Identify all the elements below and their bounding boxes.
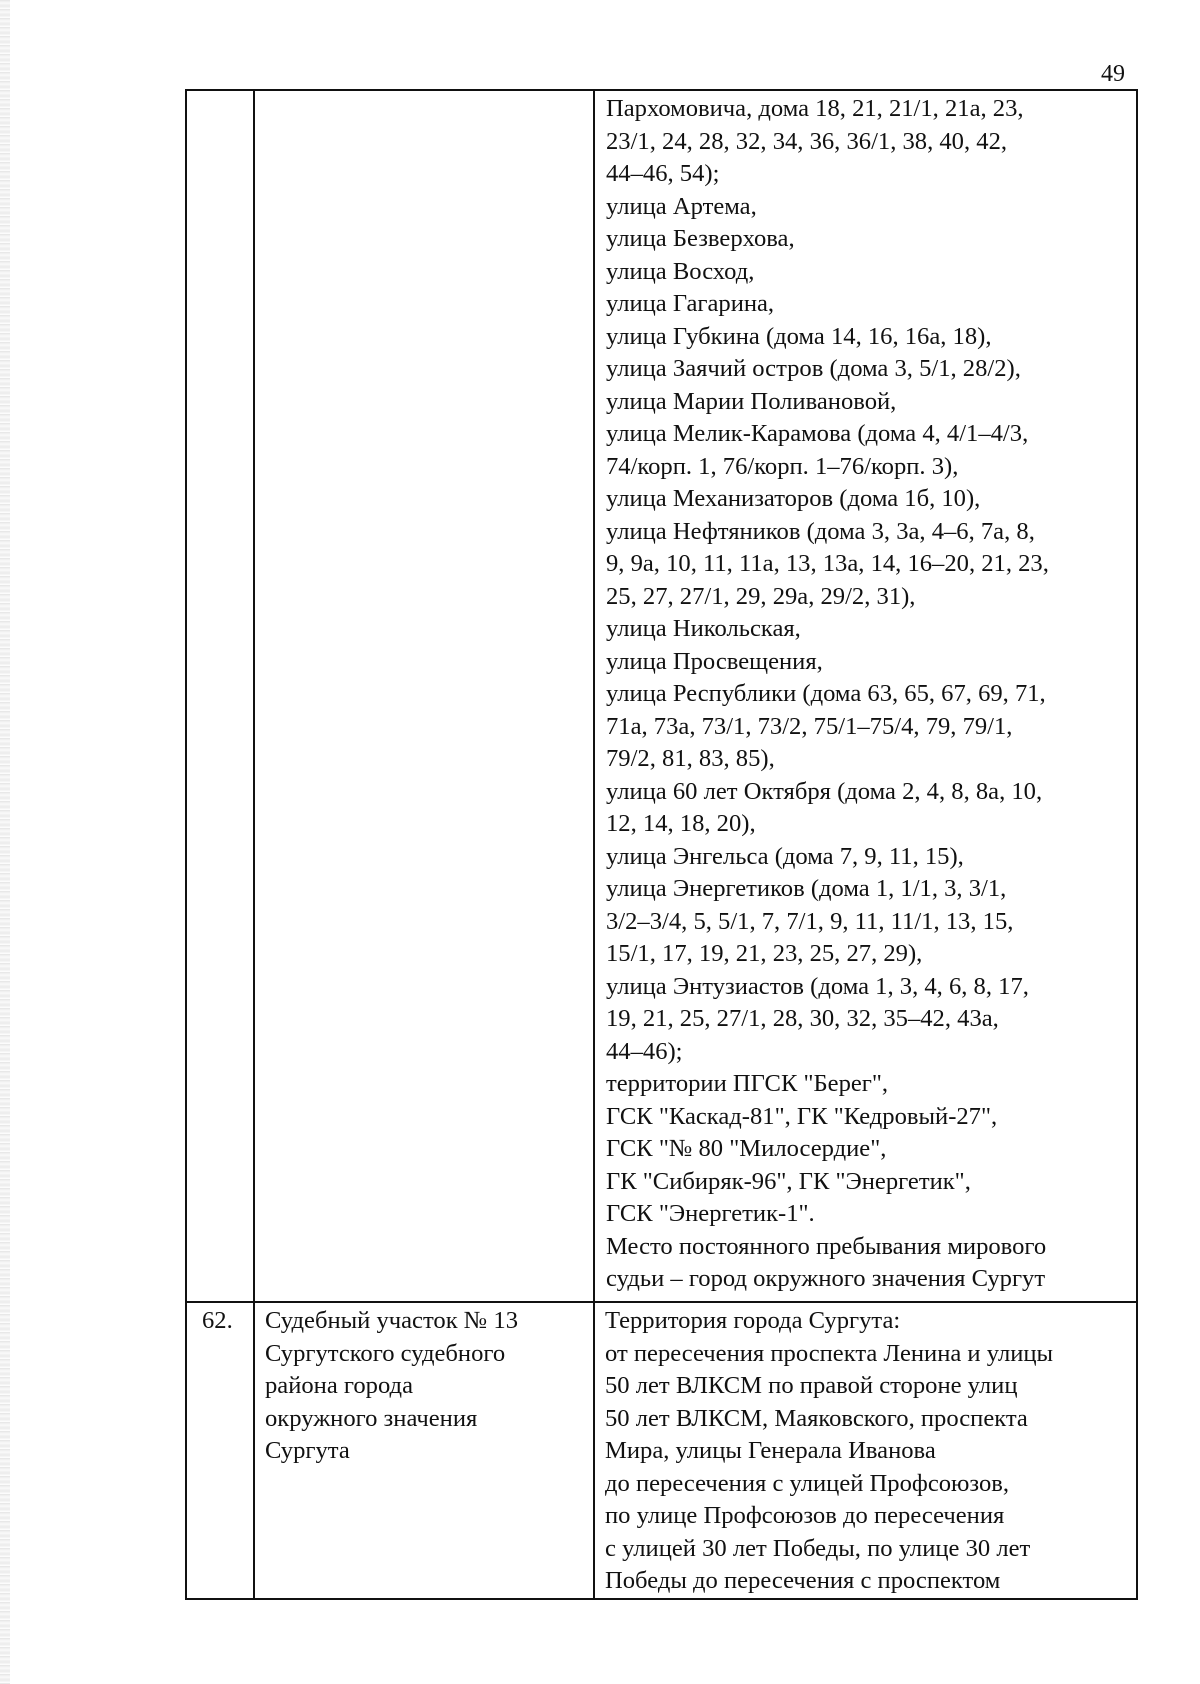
- scan-edge: [0, 0, 10, 1684]
- territory-cell: [594, 90, 1137, 1302]
- table-row-62: [186, 1302, 1137, 1599]
- row-number: [187, 91, 253, 93]
- table-row-continuation: [186, 90, 1137, 1302]
- row-number-cell: [186, 1302, 254, 1599]
- district-name: Судебный участок № 13 Сургутского судебного района города окружного значения Сургута: [265, 1307, 518, 1464]
- row-number: 62.: [202, 1307, 233, 1334]
- district-name-cell: [254, 90, 594, 1302]
- district-name: [255, 91, 593, 93]
- row-number-cell: [186, 90, 254, 1302]
- district-name-cell: [254, 1302, 594, 1599]
- page-number: 49: [1101, 61, 1125, 87]
- district-table: [185, 89, 1138, 1600]
- territory-description: Пархомовича, дома 18, 21, 21/1, 21а, 23, 23/1, 24, 28, 32, 34, 36, 36/1, 38, 40, 42, 44–46, 54); улица Артема, улица Безверхова, улица Восход, улица Гагарина, улица Губкина (дома 14, 16, 16а, 18), улица Заячий остров (дома 3, 5/1, 28/2), улица Марии Поливановой, улица Мелик-Карамова (дома 4, 4/1–4/3, 74/корп. 1, 76/корп. 1–76/корп. 3), улица Механизаторов (дома 1б, 10), улица Нефтяников (дома 3, 3а, 4–6, 7а, 8, 9, 9а, 10, 11, 11а, 13, 13а, 14, 16–20, 21, 23, 25, 27, 27/1, 29, 29а, 29/2, 31), улица Никольская, улица Просвещения, улица Республики (дома 63, 65, 67, 69, 71, 71а, 73а, 73/1, 73/2, 75/1–75/4, 79, 79/1, 79/2, 81, 83, 85), улица 60 лет Октября (дома 2, 4, 8, 8а, 10, 12, 14, 18, 20), улица Энгельса (дома 7, 9, 11, 15), улица Энергетиков (дома 1, 1/1, 3, 3/1, 3/2–3/4, 5, 5/1, 7, 7/1, 9, 11, 11/1, 13, 15, 15/1, 17, 19, 21, 23, 25, 27, 29), улица Энтузиастов (дома 1, 3, 4, 6, 8, 17, 19, 21, 25, 27/1, 28, 30, 32, 35–42, 43а, 44–46); территории ПГСК "Берег", ГСК "Каскад-81", ГК "Кедровый-27", ГСК "№ 80 "Милосердие", ГК "Сибиряк-96", ГК "Энергетик", ГСК "Энергетик-1". Место постоянного пребывания мирового судьи – город окружного значения Сургут: [606, 95, 1049, 1292]
- territory-cell: [594, 1302, 1137, 1599]
- territory-description: Территория города Сургута: от пересечения проспекта Ленина и улицы 50 лет ВЛКСМ по правой стороне улиц 50 лет ВЛКСМ, Маяковского, проспекта Мира, улицы Генерала Иванова до пересечения с улицей Профсоюзов, по улице Профсоюзов до пересечения с улицей 30 лет Победы, по улице 30 лет Победы до пересечения с проспектом: [605, 1307, 1054, 1594]
